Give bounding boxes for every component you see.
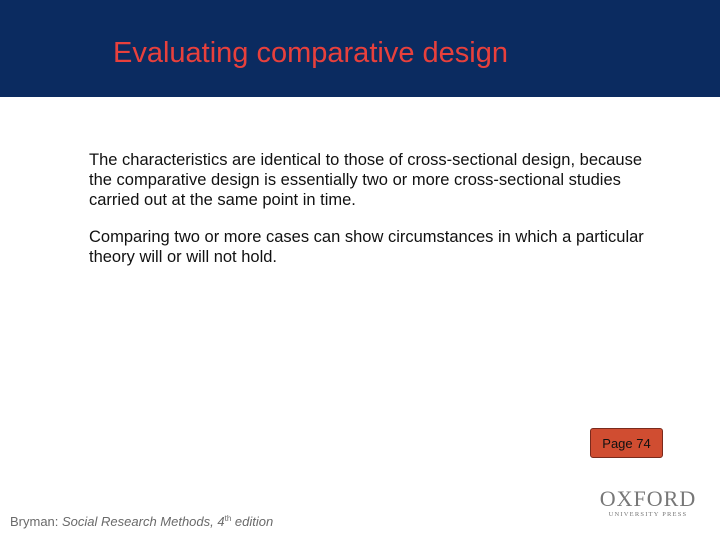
- footer-citation: [10, 514, 273, 529]
- citation-author: Bryman:: [10, 514, 63, 529]
- citation-edition-number: , 4: [210, 514, 225, 529]
- citation-edition-suffix: th: [224, 514, 232, 523]
- citation-edition-word: edition: [231, 514, 274, 529]
- slide-body: [89, 150, 649, 284]
- body-paragraph-1: The characteristics are identical to those of cross-sectional design, because the comparative design is essentially two or more cross-sectional studies carried out at the same point in time.: [89, 151, 643, 209]
- logo-subtitle: UNIVERSITY PRESS: [608, 511, 688, 518]
- slide-title: Evaluating comparative design: [113, 37, 508, 69]
- body-paragraph-2: Comparing two or more cases can show circumstances in which a particular theory will or will not hold.: [89, 228, 644, 266]
- oxford-logo: [598, 488, 698, 520]
- citation-book-title: Social Research Methods: [62, 514, 211, 529]
- page-reference-button[interactable]: Page 74: [590, 428, 663, 458]
- logo-name: OXFORD: [599, 486, 697, 511]
